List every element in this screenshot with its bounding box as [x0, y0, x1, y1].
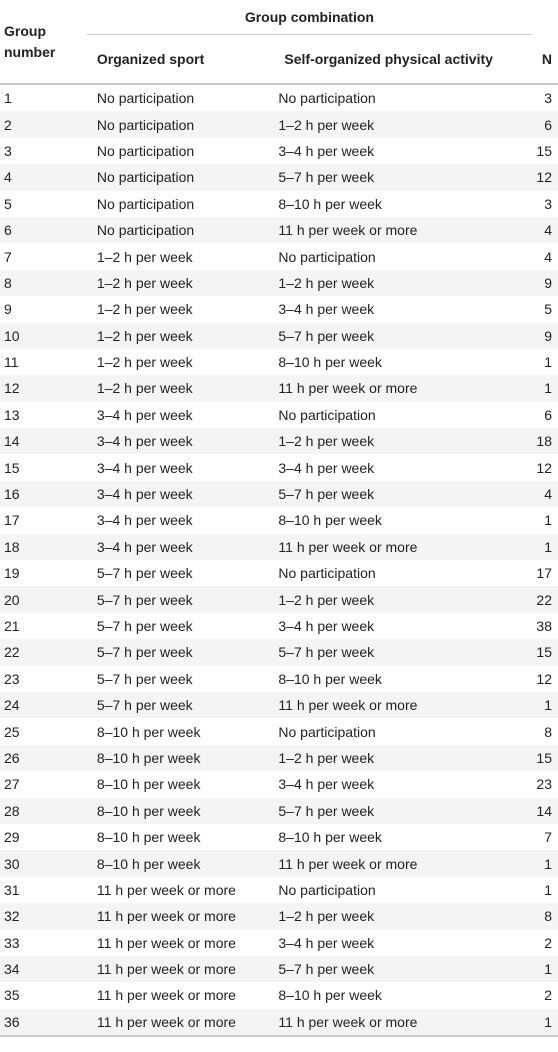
- cell-group-number: 14: [0, 428, 87, 454]
- cell-self-organized: 3–4 h per week: [274, 930, 531, 956]
- cell-organized-sport: 11 h per week or more: [87, 956, 274, 982]
- cell-group-number: 25: [0, 718, 87, 744]
- cell-n: 7: [532, 824, 558, 850]
- table-row: [0, 323, 558, 349]
- cell-self-organized: 8–10 h per week: [274, 982, 531, 1008]
- table-row: [0, 666, 558, 692]
- table-row: [0, 560, 558, 586]
- table-row: [0, 349, 558, 375]
- cell-n: 12: [532, 666, 558, 692]
- table-row: [0, 982, 558, 1008]
- table-row: [0, 534, 558, 560]
- cell-organized-sport: 11 h per week or more: [87, 903, 274, 929]
- cell-n: 4: [532, 243, 558, 269]
- cell-self-organized: No participation: [274, 84, 531, 111]
- cell-organized-sport: 11 h per week or more: [87, 982, 274, 1008]
- table-row: [0, 454, 558, 480]
- cell-self-organized: 5–7 h per week: [274, 481, 531, 507]
- cell-organized-sport: 11 h per week or more: [87, 877, 274, 903]
- cell-organized-sport: 1–2 h per week: [87, 243, 274, 269]
- cell-organized-sport: 5–7 h per week: [87, 560, 274, 586]
- cell-organized-sport: 3–4 h per week: [87, 534, 274, 560]
- table-row: [0, 217, 558, 243]
- cell-self-organized: No participation: [274, 718, 531, 744]
- table-row: [0, 877, 558, 903]
- cell-organized-sport: 1–2 h per week: [87, 323, 274, 349]
- table-row: [0, 798, 558, 824]
- header-row-top: [0, 0, 558, 35]
- cell-group-number: 28: [0, 798, 87, 824]
- table-row: [0, 745, 558, 771]
- table-row: [0, 191, 558, 217]
- cell-n: 15: [532, 639, 558, 665]
- cell-organized-sport: 3–4 h per week: [87, 402, 274, 428]
- cell-n: 1: [532, 956, 558, 982]
- cell-group-number: 33: [0, 930, 87, 956]
- cell-group-number: 13: [0, 402, 87, 428]
- table-row: [0, 586, 558, 612]
- cell-self-organized: 11 h per week or more: [274, 375, 531, 401]
- cell-self-organized: 8–10 h per week: [274, 507, 531, 533]
- cell-organized-sport: 1–2 h per week: [87, 296, 274, 322]
- cell-organized-sport: 5–7 h per week: [87, 692, 274, 718]
- cell-group-number: 30: [0, 850, 87, 876]
- cell-organized-sport: No participation: [87, 138, 274, 164]
- cell-self-organized: 11 h per week or more: [274, 692, 531, 718]
- cell-organized-sport: 8–10 h per week: [87, 798, 274, 824]
- table-row: [0, 903, 558, 929]
- cell-organized-sport: 1–2 h per week: [87, 349, 274, 375]
- cell-group-number: 9: [0, 296, 87, 322]
- cell-self-organized: No participation: [274, 243, 531, 269]
- cell-group-number: 15: [0, 454, 87, 480]
- cell-n: 2: [532, 930, 558, 956]
- cell-n: 1: [532, 1009, 558, 1036]
- table-row: [0, 375, 558, 401]
- table-header: [0, 0, 558, 84]
- cell-group-number: 10: [0, 323, 87, 349]
- cell-self-organized: 11 h per week or more: [274, 850, 531, 876]
- cell-organized-sport: 3–4 h per week: [87, 454, 274, 480]
- table-row: [0, 613, 558, 639]
- cell-group-number: 4: [0, 164, 87, 190]
- header-n: N: [532, 35, 558, 85]
- cell-self-organized: 8–10 h per week: [274, 824, 531, 850]
- cell-group-number: 5: [0, 191, 87, 217]
- cell-n: 2: [532, 982, 558, 1008]
- cell-n: 3: [532, 191, 558, 217]
- table-row: [0, 930, 558, 956]
- cell-n: 1: [532, 692, 558, 718]
- table-row: [0, 507, 558, 533]
- cell-group-number: 24: [0, 692, 87, 718]
- cell-n: 8: [532, 718, 558, 744]
- cell-self-organized: No participation: [274, 877, 531, 903]
- cell-group-number: 17: [0, 507, 87, 533]
- cell-group-number: 36: [0, 1009, 87, 1036]
- cell-group-number: 6: [0, 217, 87, 243]
- table-row: [0, 402, 558, 428]
- cell-self-organized: 5–7 h per week: [274, 639, 531, 665]
- cell-group-number: 1: [0, 84, 87, 111]
- cell-group-number: 31: [0, 877, 87, 903]
- cell-n: 1: [532, 534, 558, 560]
- cell-n: 9: [532, 323, 558, 349]
- header-self-organized: Self-organized physical activity: [274, 35, 531, 85]
- cell-organized-sport: 5–7 h per week: [87, 613, 274, 639]
- table-row: [0, 718, 558, 744]
- cell-group-number: 23: [0, 666, 87, 692]
- cell-group-number: 32: [0, 903, 87, 929]
- cell-n: 3: [532, 84, 558, 111]
- cell-n: 15: [532, 745, 558, 771]
- table-row: [0, 1009, 558, 1036]
- cell-organized-sport: No participation: [87, 84, 274, 111]
- cell-n: 1: [532, 507, 558, 533]
- cell-self-organized: 1–2 h per week: [274, 428, 531, 454]
- cell-self-organized: 1–2 h per week: [274, 270, 531, 296]
- cell-group-number: 8: [0, 270, 87, 296]
- cell-organized-sport: 5–7 h per week: [87, 586, 274, 612]
- cell-group-number: 7: [0, 243, 87, 269]
- cell-group-number: 34: [0, 956, 87, 982]
- cell-group-number: 20: [0, 586, 87, 612]
- cell-n: 23: [532, 771, 558, 797]
- cell-n: 1: [532, 850, 558, 876]
- cell-organized-sport: No participation: [87, 191, 274, 217]
- cell-n: 15: [532, 138, 558, 164]
- table-row: [0, 111, 558, 137]
- cell-n: 8: [532, 903, 558, 929]
- cell-n: 17: [532, 560, 558, 586]
- cell-group-number: 27: [0, 771, 87, 797]
- cell-n: 5: [532, 296, 558, 322]
- cell-self-organized: 5–7 h per week: [274, 956, 531, 982]
- header-spacer: [532, 0, 558, 35]
- cell-organized-sport: 1–2 h per week: [87, 270, 274, 296]
- cell-n: 6: [532, 111, 558, 137]
- cell-organized-sport: 3–4 h per week: [87, 481, 274, 507]
- cell-self-organized: 3–4 h per week: [274, 454, 531, 480]
- cell-self-organized: 11 h per week or more: [274, 1009, 531, 1036]
- cell-group-number: 35: [0, 982, 87, 1008]
- cell-n: 1: [532, 375, 558, 401]
- table-row: [0, 771, 558, 797]
- cell-group-number: 11: [0, 349, 87, 375]
- cell-self-organized: 11 h per week or more: [274, 534, 531, 560]
- cell-organized-sport: 3–4 h per week: [87, 428, 274, 454]
- cell-group-number: 26: [0, 745, 87, 771]
- header-group-number: Group number: [0, 0, 87, 84]
- cell-organized-sport: 8–10 h per week: [87, 745, 274, 771]
- cell-self-organized: 1–2 h per week: [274, 745, 531, 771]
- table-row: [0, 639, 558, 665]
- cell-n: 12: [532, 454, 558, 480]
- header-organized-sport: Organized sport: [87, 35, 274, 85]
- table-row: [0, 428, 558, 454]
- cell-n: 38: [532, 613, 558, 639]
- table-row: [0, 824, 558, 850]
- cell-organized-sport: 5–7 h per week: [87, 639, 274, 665]
- cell-n: 1: [532, 877, 558, 903]
- cell-group-number: 18: [0, 534, 87, 560]
- cell-n: 4: [532, 217, 558, 243]
- cell-group-number: 19: [0, 560, 87, 586]
- cell-group-number: 12: [0, 375, 87, 401]
- cell-organized-sport: 11 h per week or more: [87, 1009, 274, 1036]
- cell-organized-sport: 8–10 h per week: [87, 718, 274, 744]
- cell-n: 14: [532, 798, 558, 824]
- cell-organized-sport: No participation: [87, 164, 274, 190]
- cell-self-organized: 1–2 h per week: [274, 903, 531, 929]
- table-row: [0, 692, 558, 718]
- cell-n: 22: [532, 586, 558, 612]
- cell-self-organized: 1–2 h per week: [274, 111, 531, 137]
- table-row: [0, 243, 558, 269]
- table-row: [0, 270, 558, 296]
- cell-n: 4: [532, 481, 558, 507]
- table-body: [0, 84, 558, 1036]
- cell-self-organized: 11 h per week or more: [274, 217, 531, 243]
- cell-organized-sport: 8–10 h per week: [87, 771, 274, 797]
- cell-group-number: 22: [0, 639, 87, 665]
- cell-self-organized: No participation: [274, 560, 531, 586]
- cell-group-number: 21: [0, 613, 87, 639]
- cell-self-organized: 8–10 h per week: [274, 191, 531, 217]
- cell-self-organized: 5–7 h per week: [274, 798, 531, 824]
- cell-organized-sport: No participation: [87, 217, 274, 243]
- cell-organized-sport: 8–10 h per week: [87, 850, 274, 876]
- cell-n: 1: [532, 349, 558, 375]
- cell-group-number: 2: [0, 111, 87, 137]
- cell-self-organized: 5–7 h per week: [274, 323, 531, 349]
- table-row: [0, 138, 558, 164]
- cell-organized-sport: 5–7 h per week: [87, 666, 274, 692]
- table-row: [0, 481, 558, 507]
- cell-self-organized: 3–4 h per week: [274, 138, 531, 164]
- cell-organized-sport: 8–10 h per week: [87, 824, 274, 850]
- cell-self-organized: 3–4 h per week: [274, 771, 531, 797]
- cell-organized-sport: 11 h per week or more: [87, 930, 274, 956]
- table-row: [0, 956, 558, 982]
- table-row: [0, 84, 558, 111]
- cell-self-organized: 3–4 h per week: [274, 613, 531, 639]
- cell-group-number: 29: [0, 824, 87, 850]
- cell-group-number: 16: [0, 481, 87, 507]
- cell-self-organized: No participation: [274, 402, 531, 428]
- cell-self-organized: 8–10 h per week: [274, 349, 531, 375]
- table-row: [0, 164, 558, 190]
- cell-n: 6: [532, 402, 558, 428]
- cell-organized-sport: No participation: [87, 111, 274, 137]
- cell-self-organized: 1–2 h per week: [274, 586, 531, 612]
- cell-organized-sport: 3–4 h per week: [87, 507, 274, 533]
- cell-self-organized: 8–10 h per week: [274, 666, 531, 692]
- cell-n: 12: [532, 164, 558, 190]
- cell-self-organized: 3–4 h per week: [274, 296, 531, 322]
- table-row: [0, 296, 558, 322]
- cell-n: 18: [532, 428, 558, 454]
- table-row: [0, 850, 558, 876]
- cell-group-number: 3: [0, 138, 87, 164]
- cell-n: 9: [532, 270, 558, 296]
- header-group-combination: Group combination: [87, 0, 532, 35]
- cell-organized-sport: 1–2 h per week: [87, 375, 274, 401]
- cell-self-organized: 5–7 h per week: [274, 164, 531, 190]
